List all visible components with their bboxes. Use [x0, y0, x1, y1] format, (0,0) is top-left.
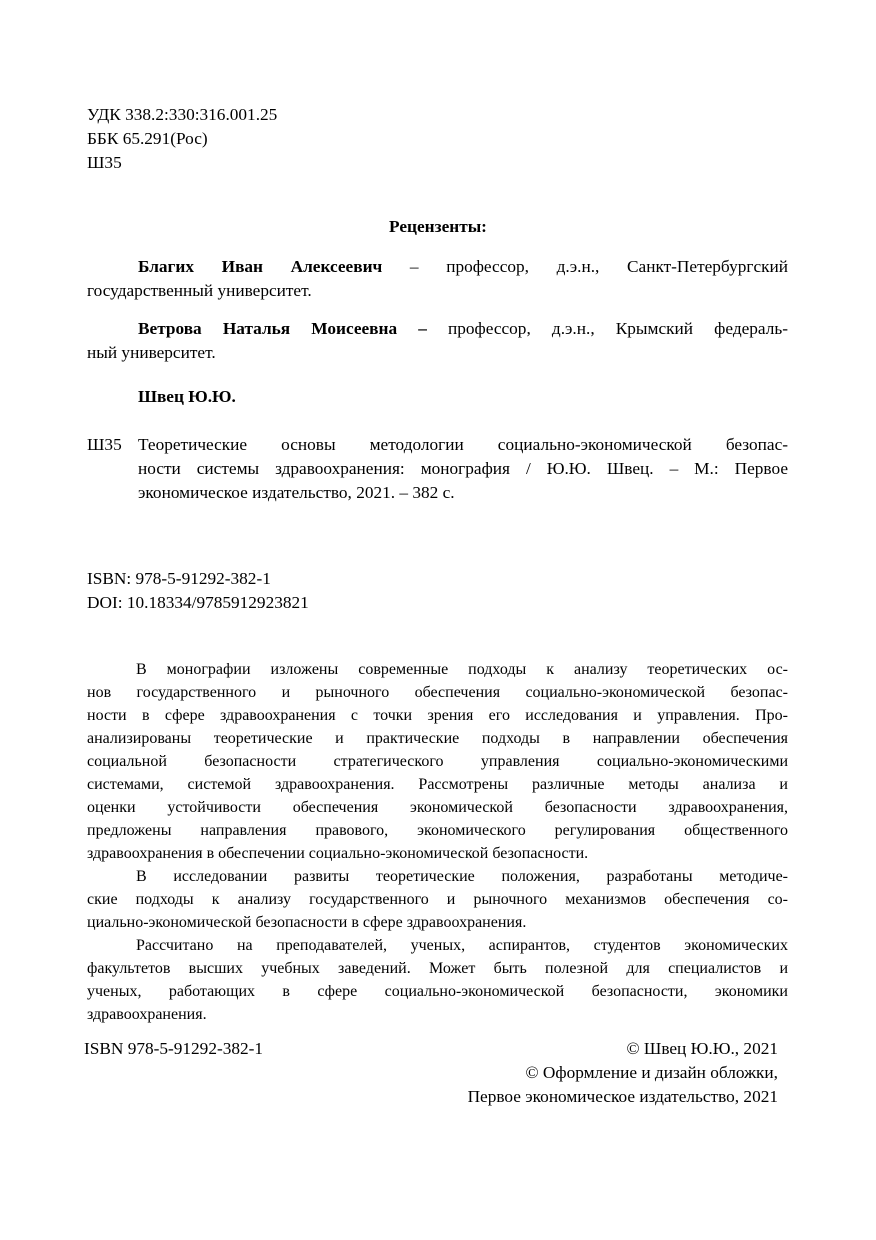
- abstract-line: оценки устойчивости обеспечения экономической безопасности здравоохранения,: [87, 799, 788, 816]
- reviewer-2-name: Ветрова Наталья Моисеевна –: [138, 319, 427, 338]
- bibliographic-line-2: ности системы здравоохранения: монография / Ю.Ю. Швец. – М.: Первое: [138, 459, 788, 478]
- abstract-line: системами, системой здравоохранения. Рассмотрены различные методы анализа и: [87, 776, 788, 793]
- abstract-line: факультетов высших учебных заведений. Может быть полезной для специалистов и: [87, 960, 788, 977]
- isbn-identifier: ISBN: 978-5-91292-382-1: [87, 569, 271, 588]
- author-heading: Швец Ю.Ю.: [138, 387, 236, 406]
- footer-isbn: ISBN 978-5-91292-382-1: [84, 1039, 264, 1058]
- abstract-line: социальной безопасности стратегического управления социально-экономическими: [87, 753, 788, 770]
- bibliographic-mark: Ш35: [87, 435, 122, 454]
- abstract-line: ские подходы к анализу государственного и рыночного механизмов обеспечения со-: [87, 891, 788, 908]
- reviewer-2-affiliation: ный университет.: [87, 343, 216, 362]
- author-mark: Ш35: [87, 153, 122, 172]
- publisher-line: Первое экономическое издательство, 2021: [467, 1087, 778, 1106]
- bibliographic-line-3: экономическое издательство, 2021. – 382 с.: [138, 483, 455, 502]
- abstract-line: нов государственного и рыночного обеспечения социально-экономической безопас-: [87, 684, 788, 701]
- abstract-line: ученых, работающих в сфере социально-экономической безопасности, экономики: [87, 983, 788, 1000]
- abstract-line: ности в сфере здравоохранения с точки зрения его исследования и управления. Про-: [87, 707, 788, 724]
- reviewer-1-credentials: – профессор, д.э.н., Санкт-Петербургский: [382, 257, 789, 276]
- copyright-author: © Швец Ю.Ю., 2021: [626, 1039, 778, 1058]
- abstract-line: предложены направления правового, экономического регулирования общественного: [87, 822, 788, 839]
- abstract-line: здравоохранения.: [87, 1006, 207, 1023]
- reviewer-2-credentials: профессор, д.э.н., Крымский федераль-: [426, 319, 788, 338]
- reviewer-1-affiliation: государственный университет.: [87, 281, 312, 300]
- abstract-line: В исследовании развиты теоретические положения, разработаны методиче-: [136, 868, 788, 885]
- copyright-design: © Оформление и дизайн обложки,: [525, 1063, 778, 1082]
- reviewer-1-line-1: [138, 256, 788, 278]
- abstract-line: циально-экономической безопасности в сфере здравоохранения.: [87, 914, 527, 931]
- reviewer-2-line-1: [138, 318, 788, 340]
- udk-code: УДК 338.2:330:316.001.25: [87, 105, 278, 124]
- abstract-line: Рассчитано на преподавателей, ученых, аспирантов, студентов экономических: [136, 937, 788, 954]
- doi-identifier: DOI: 10.18334/9785912923821: [87, 593, 309, 612]
- abstract-line: здравоохранения в обеспечении социально-экономической безопасности.: [87, 845, 589, 862]
- bibliographic-line-1: Теоретические основы методологии социально-экономической безопас-: [138, 435, 788, 454]
- bbk-code: ББК 65.291(Рос): [87, 129, 208, 148]
- abstract-line: В монографии изложены современные подходы к анализу теоретических ос-: [136, 661, 788, 678]
- abstract-line: анализированы теоретические и практические подходы в направлении обеспечения: [87, 730, 788, 747]
- reviewers-heading: Рецензенты:: [389, 217, 487, 236]
- reviewer-1-name: Благих Иван Алексеевич: [138, 257, 383, 276]
